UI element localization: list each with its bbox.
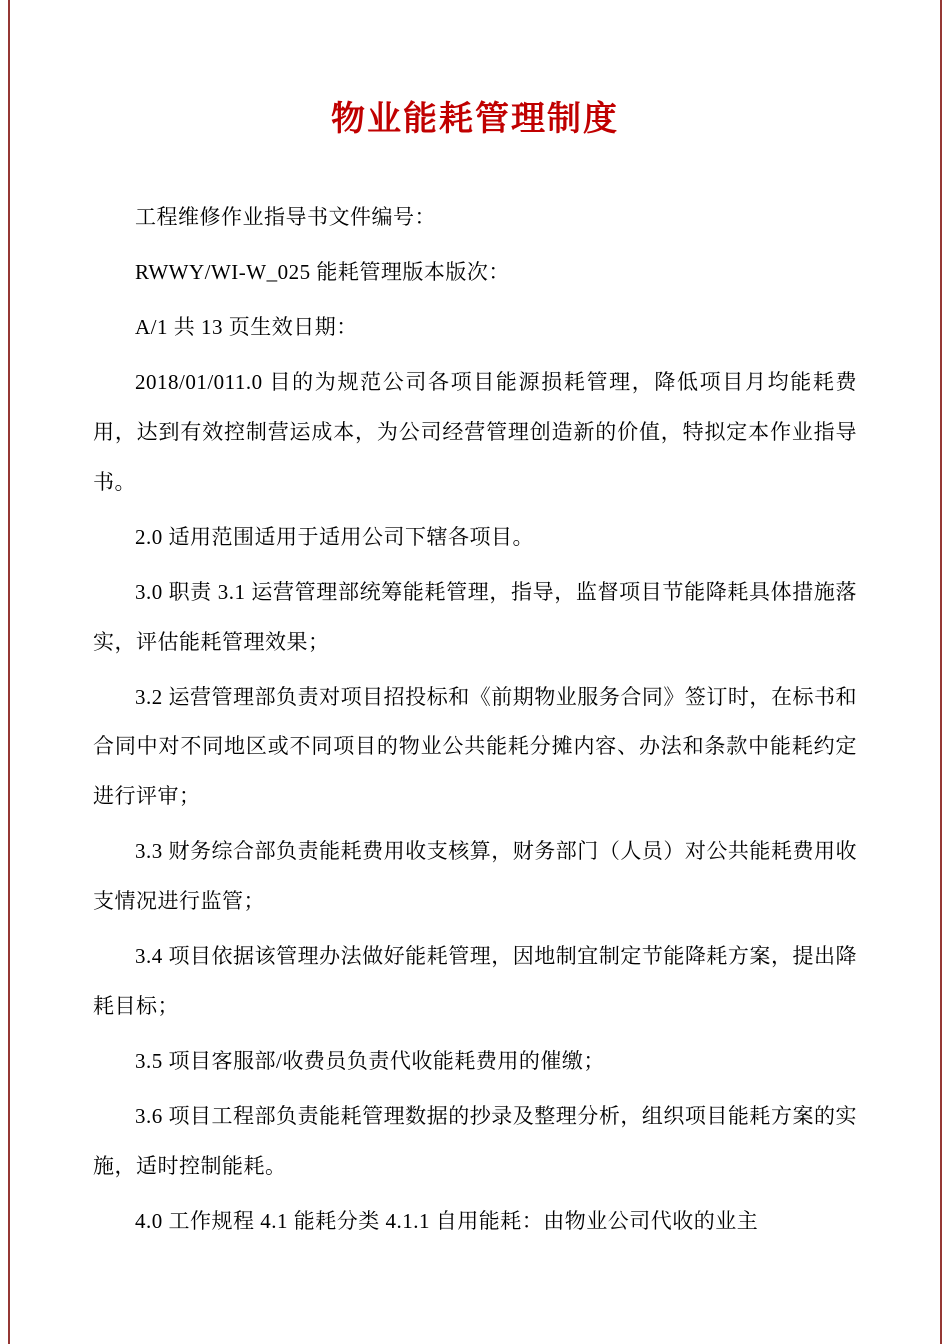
paragraph: 3.0 职责 3.1 运营管理部统筹能耗管理，指导，监督项目节能降耗具体措施落实，评估能耗管理效果； [93, 579, 857, 654]
paragraph: 3.5 项目客服部/收费员负责代收能耗费用的催缴； [135, 1049, 605, 1074]
paragraph: 3.2 运营管理部负责对项目招投标和《前期物业服务合同》签订时，在标书和合同中对不同地区或不同项目的物业公共能耗分摊内容、办法和条款中能耗约定进行评审； [93, 684, 857, 809]
paragraph: A/1 共 13 页生效日期： [135, 314, 358, 339]
paragraph: 4.0 工作规程 4.1 能耗分类 4.1.1 自用能耗：由物业公司代收的业主 [135, 1209, 759, 1234]
paragraph: 2.0 适用范围适用于适用公司下辖各项目。 [135, 524, 534, 549]
paragraph: 3.6 项目工程部负责能耗管理数据的抄录及整理分析，组织项目能耗方案的实施，适时控制能耗。 [93, 1104, 857, 1179]
page-border-right-line [940, 0, 942, 1344]
paragraph: 3.4 项目依据该管理办法做好能耗管理，因地制宜制定节能降耗方案，提出降耗目标； [93, 944, 857, 1019]
paragraph: 3.3 财务综合部负责能耗费用收支核算，财务部门（人员）对公共能耗费用收支情况进行监管； [93, 839, 857, 914]
page-border-left-line [8, 0, 10, 1344]
document-body [0, 141, 950, 1292]
paragraph: 工程维修作业指导书文件编号： [135, 204, 436, 229]
paragraph: RWWY/WI-W_025 能耗管理版本版次： [135, 259, 510, 284]
document-title: 物业能耗管理制度 [331, 101, 619, 138]
paragraph: 2018/01/011.0 目的为规范公司各项目能源损耗管理，降低项目月均能耗费用，达到有效控制营运成本，为公司经营管理创造新的价值，特拟定本作业指导书。 [93, 369, 857, 494]
